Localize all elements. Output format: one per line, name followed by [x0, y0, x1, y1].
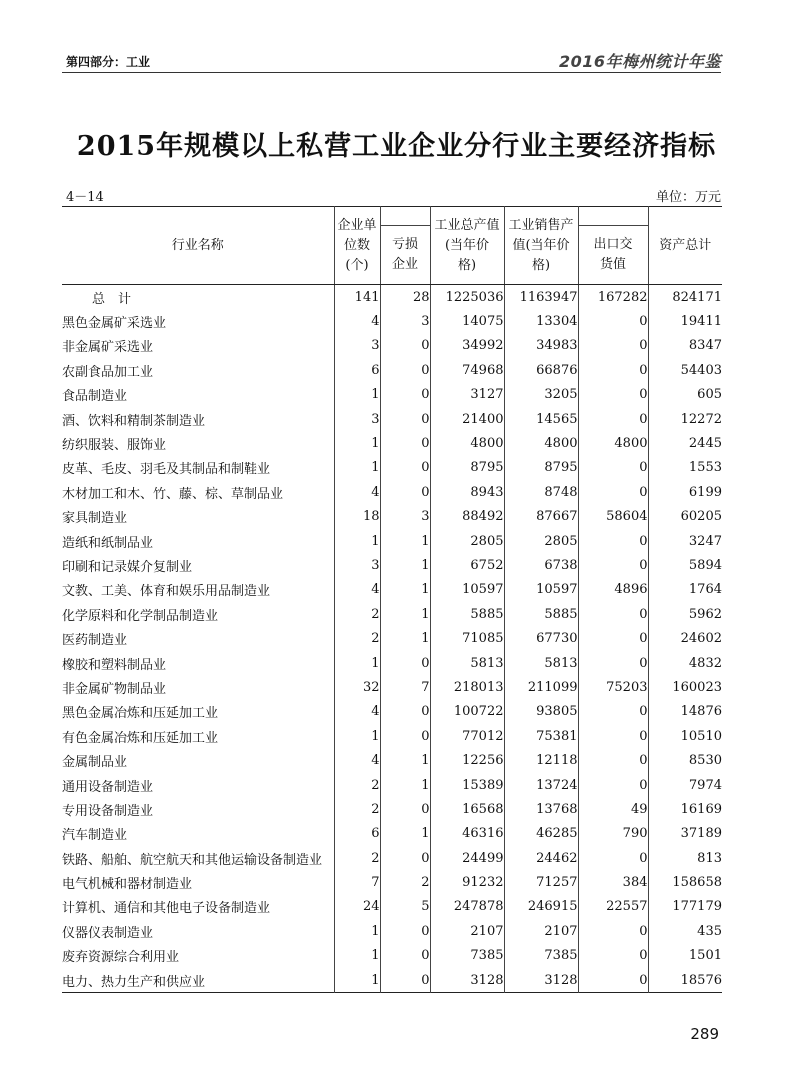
cell-assets: 813	[697, 850, 722, 866]
cell-assets: 1764	[688, 582, 722, 598]
cell-units: 2	[334, 626, 380, 650]
cell-output: 8795	[430, 456, 504, 480]
row-name: 酒、饮料和精制茶制造业	[62, 407, 334, 431]
page-title: 2015年规模以上私营工业企业分行业主要经济指标	[76, 131, 717, 162]
row-name: 文教、工美、体育和娱乐用品制造业	[62, 578, 334, 602]
cell-loss: 0	[380, 919, 430, 943]
cell-units: 32	[334, 675, 380, 699]
cell-units: 1	[334, 968, 380, 993]
header-rule	[62, 72, 721, 73]
cell-export: 0	[578, 919, 648, 943]
cell-units: 3	[334, 553, 380, 577]
cell-sales: 87667	[504, 505, 578, 529]
cell-sales: 7385	[504, 944, 578, 968]
cell-sales: 13304	[504, 309, 578, 333]
col-loss-header	[380, 226, 430, 285]
cell-loss: 3	[380, 505, 430, 529]
col-assets-header: 资产总计	[648, 207, 722, 285]
cell-units: 3	[334, 334, 380, 358]
cell-sales: 3205	[504, 383, 578, 407]
cell-units: 1	[334, 919, 380, 943]
row-name: 仪器仪表制造业	[62, 919, 334, 943]
cell-sales: 8748	[504, 480, 578, 504]
cell-output: 6752	[430, 553, 504, 577]
cell-export: 75203	[578, 675, 648, 699]
cell-sales: 1163947	[504, 285, 578, 310]
table-row	[62, 383, 722, 407]
cell-sales: 6738	[504, 553, 578, 577]
cell-units: 1	[334, 944, 380, 968]
cell-loss: 0	[380, 383, 430, 407]
cell-loss: 1	[380, 626, 430, 650]
row-name: 总 计	[62, 285, 334, 310]
cell-assets: 177179	[672, 899, 722, 915]
cell-output: 16568	[430, 797, 504, 821]
cell-sales: 10597	[504, 578, 578, 602]
cell-units: 3	[334, 407, 380, 431]
cell-units: 6	[334, 822, 380, 846]
cell-export: 790	[578, 822, 648, 846]
cell-units: 4	[334, 578, 380, 602]
table-row	[62, 285, 722, 310]
cell-output: 10597	[430, 578, 504, 602]
cell-output: 247878	[430, 895, 504, 919]
cell-units: 2	[334, 797, 380, 821]
cell-output: 3128	[430, 968, 504, 993]
cell-output: 34992	[430, 334, 504, 358]
row-name: 通用设备制造业	[62, 773, 334, 797]
cell-output: 7385	[430, 944, 504, 968]
cell-output: 21400	[430, 407, 504, 431]
cell-sales: 2107	[504, 919, 578, 943]
cell-assets: 10510	[680, 728, 722, 744]
cell-units: 1	[334, 456, 380, 480]
cell-output: 3127	[430, 383, 504, 407]
cell-export: 0	[578, 700, 648, 724]
col-export-top	[578, 207, 648, 226]
cell-sales: 3128	[504, 968, 578, 993]
cell-assets: 5962	[688, 606, 722, 622]
cell-output: 2805	[430, 529, 504, 553]
row-name: 黑色金属冶炼和压延加工业	[62, 700, 334, 724]
col-output-l1: 工业总产值	[434, 217, 500, 233]
cell-assets: 60205	[680, 509, 722, 525]
cell-output: 71085	[430, 626, 504, 650]
cell-export: 0	[578, 748, 648, 772]
row-name: 食品制造业	[62, 383, 334, 407]
cell-sales: 8795	[504, 456, 578, 480]
cell-output: 74968	[430, 358, 504, 382]
cell-sales: 2805	[504, 529, 578, 553]
cell-output: 14075	[430, 309, 504, 333]
row-name: 皮革、毛皮、羽毛及其制品和制鞋业	[62, 456, 334, 480]
cell-loss: 0	[380, 944, 430, 968]
cell-units: 6	[334, 358, 380, 382]
cell-sales: 75381	[504, 724, 578, 748]
cell-loss: 28	[380, 285, 430, 310]
table-row	[62, 480, 722, 504]
cell-sales: 4800	[504, 431, 578, 455]
cell-assets: 605	[697, 387, 722, 403]
cell-assets: 7974	[688, 777, 722, 793]
cell-output: 12256	[430, 748, 504, 772]
col-units-l1: 企业单	[337, 217, 377, 233]
cell-loss: 2	[380, 870, 430, 894]
table-row	[62, 407, 722, 431]
cell-assets: 6199	[688, 484, 722, 500]
row-name: 家具制造业	[62, 505, 334, 529]
data-table	[62, 206, 722, 993]
table-row	[62, 797, 722, 821]
cell-loss: 0	[380, 456, 430, 480]
cell-output: 218013	[430, 675, 504, 699]
cell-units: 7	[334, 870, 380, 894]
row-name: 计算机、通信和其他电子设备制造业	[62, 895, 334, 919]
cell-units: 1	[334, 724, 380, 748]
table-row	[62, 748, 722, 772]
cell-sales: 13768	[504, 797, 578, 821]
cell-sales: 5813	[504, 651, 578, 675]
cell-export: 384	[578, 870, 648, 894]
row-name: 非金属矿物制品业	[62, 675, 334, 699]
cell-assets: 19411	[680, 314, 722, 330]
cell-export: 0	[578, 626, 648, 650]
cell-export: 0	[578, 334, 648, 358]
cell-assets: 18576	[680, 972, 722, 988]
row-name: 医药制造业	[62, 626, 334, 650]
table-row	[62, 675, 722, 699]
table-row	[62, 895, 722, 919]
table-code: 4－14	[66, 190, 104, 205]
row-name: 印刷和记录媒介复制业	[62, 553, 334, 577]
cell-sales: 246915	[504, 895, 578, 919]
cell-output: 24499	[430, 846, 504, 870]
row-name: 铁路、船舶、航空航天和其他运输设备制造业	[62, 846, 334, 870]
cell-loss: 0	[380, 797, 430, 821]
cell-assets: 160023	[672, 679, 722, 695]
cell-sales: 34983	[504, 334, 578, 358]
row-name: 化学原料和化学制品制造业	[62, 602, 334, 626]
table-row	[62, 309, 722, 333]
book-title: 2016年梅州统计年鉴	[558, 52, 721, 71]
cell-loss: 1	[380, 553, 430, 577]
cell-loss: 0	[380, 968, 430, 993]
cell-export: 0	[578, 846, 648, 870]
cell-loss: 0	[380, 724, 430, 748]
cell-assets: 5894	[688, 557, 722, 573]
cell-export: 0	[578, 553, 648, 577]
cell-loss: 1	[380, 529, 430, 553]
col-output-l3: 格)	[457, 257, 477, 273]
table-row	[62, 578, 722, 602]
cell-units: 2	[334, 602, 380, 626]
cell-units: 4	[334, 480, 380, 504]
cell-loss: 0	[380, 700, 430, 724]
cell-sales: 12118	[504, 748, 578, 772]
cell-assets: 3247	[688, 533, 722, 549]
cell-assets: 37189	[680, 826, 722, 842]
cell-export: 58604	[578, 505, 648, 529]
cell-export: 4896	[578, 578, 648, 602]
cell-export: 4800	[578, 431, 648, 455]
cell-export: 0	[578, 529, 648, 553]
col-units-header	[334, 207, 380, 285]
table-row	[62, 529, 722, 553]
cell-loss: 1	[380, 748, 430, 772]
row-name: 汽车制造业	[62, 822, 334, 846]
cell-sales: 66876	[504, 358, 578, 382]
table-row	[62, 553, 722, 577]
cell-export: 0	[578, 456, 648, 480]
col-output-l2: (当年价	[444, 237, 490, 253]
table-row	[62, 651, 722, 675]
cell-output: 8943	[430, 480, 504, 504]
cell-export: 0	[578, 309, 648, 333]
cell-loss: 0	[380, 651, 430, 675]
row-name: 有色金属冶炼和压延加工业	[62, 724, 334, 748]
cell-sales: 46285	[504, 822, 578, 846]
cell-assets: 158658	[672, 875, 722, 891]
row-name: 非金属矿采选业	[62, 334, 334, 358]
cell-loss: 0	[380, 480, 430, 504]
cell-export: 22557	[578, 895, 648, 919]
cell-loss: 5	[380, 895, 430, 919]
col-export-l2: 货值	[599, 257, 626, 272]
col-units-l3: (个)	[345, 257, 369, 273]
col-loss-top	[380, 207, 430, 226]
cell-export: 0	[578, 651, 648, 675]
cell-assets: 12272	[680, 411, 722, 427]
cell-sales: 5885	[504, 602, 578, 626]
cell-output: 77012	[430, 724, 504, 748]
table-row	[62, 602, 722, 626]
cell-assets: 2445	[688, 436, 722, 452]
cell-units: 2	[334, 773, 380, 797]
cell-units: 24	[334, 895, 380, 919]
cell-export: 0	[578, 480, 648, 504]
cell-loss: 1	[380, 602, 430, 626]
cell-loss: 7	[380, 675, 430, 699]
cell-assets: 824171	[672, 289, 722, 305]
cell-units: 141	[334, 285, 380, 310]
cell-loss: 0	[380, 407, 430, 431]
cell-export: 0	[578, 968, 648, 993]
cell-output: 100722	[430, 700, 504, 724]
cell-output: 5813	[430, 651, 504, 675]
col-loss-l2: 企业	[391, 257, 418, 272]
cell-loss: 0	[380, 358, 430, 382]
table-row	[62, 431, 722, 455]
cell-units: 1	[334, 383, 380, 407]
table-row	[62, 334, 722, 358]
cell-assets: 1553	[688, 460, 722, 476]
col-export-l1: 出口交	[593, 237, 633, 252]
table-row	[62, 505, 722, 529]
table-row	[62, 456, 722, 480]
cell-sales: 71257	[504, 870, 578, 894]
cell-sales: 13724	[504, 773, 578, 797]
cell-output: 2107	[430, 919, 504, 943]
cell-assets: 4832	[688, 655, 722, 671]
cell-export: 0	[578, 944, 648, 968]
cell-units: 1	[334, 431, 380, 455]
col-name-header: 行业名称	[62, 207, 334, 285]
cell-loss: 3	[380, 309, 430, 333]
cell-loss: 1	[380, 578, 430, 602]
page-number: 289	[690, 1025, 719, 1043]
col-loss-l1: 亏损	[391, 237, 418, 252]
cell-export: 0	[578, 358, 648, 382]
cell-export: 0	[578, 773, 648, 797]
cell-units: 4	[334, 748, 380, 772]
table-row	[62, 773, 722, 797]
col-units-l2: 位数	[343, 237, 370, 253]
cell-assets: 24602	[680, 631, 722, 647]
cell-assets: 1501	[688, 948, 722, 964]
unit-label: 单位：万元	[655, 190, 721, 205]
cell-sales: 93805	[504, 700, 578, 724]
row-name: 木材加工和木、竹、藤、棕、草制品业	[62, 480, 334, 504]
cell-assets: 54403	[680, 362, 722, 378]
cell-loss: 0	[380, 846, 430, 870]
row-name: 橡胶和塑料制品业	[62, 651, 334, 675]
row-name: 纺织服装、服饰业	[62, 431, 334, 455]
cell-loss: 0	[380, 334, 430, 358]
col-export-header	[578, 226, 648, 285]
cell-export: 0	[578, 724, 648, 748]
row-name: 农副食品加工业	[62, 358, 334, 382]
cell-output: 1225036	[430, 285, 504, 310]
table-row	[62, 700, 722, 724]
cell-output: 46316	[430, 822, 504, 846]
cell-loss: 1	[380, 773, 430, 797]
row-name: 黑色金属矿采选业	[62, 309, 334, 333]
col-sales-l1: 工业销售产	[508, 217, 574, 233]
cell-loss: 1	[380, 822, 430, 846]
table-row	[62, 870, 722, 894]
row-name: 专用设备制造业	[62, 797, 334, 821]
cell-assets: 16169	[680, 801, 722, 817]
cell-output: 15389	[430, 773, 504, 797]
row-name: 废弃资源综合利用业	[62, 944, 334, 968]
cell-units: 4	[334, 309, 380, 333]
cell-export: 0	[578, 602, 648, 626]
cell-output: 5885	[430, 602, 504, 626]
row-name: 造纸和纸制品业	[62, 529, 334, 553]
table-row	[62, 968, 722, 993]
col-sales-header	[504, 207, 578, 285]
table-row	[62, 919, 722, 943]
cell-sales: 211099	[504, 675, 578, 699]
cell-units: 1	[334, 651, 380, 675]
table-row	[62, 358, 722, 382]
row-name: 电气机械和器材制造业	[62, 870, 334, 894]
cell-export: 0	[578, 407, 648, 431]
table-row	[62, 822, 722, 846]
cell-export: 167282	[578, 285, 648, 310]
cell-assets: 14876	[680, 704, 722, 720]
cell-units: 2	[334, 846, 380, 870]
cell-output: 4800	[430, 431, 504, 455]
row-name: 电力、热力生产和供应业	[62, 968, 334, 993]
table-row	[62, 846, 722, 870]
table-body	[62, 285, 722, 993]
col-sales-l2: 值(当年价	[512, 237, 570, 253]
table-row	[62, 944, 722, 968]
cell-assets: 8530	[688, 753, 722, 769]
col-sales-l3: 格)	[531, 257, 551, 273]
cell-assets: 435	[697, 923, 722, 939]
cell-sales: 14565	[504, 407, 578, 431]
row-name: 金属制品业	[62, 748, 334, 772]
cell-export: 0	[578, 383, 648, 407]
cell-loss: 0	[380, 431, 430, 455]
cell-output: 91232	[430, 870, 504, 894]
cell-units: 4	[334, 700, 380, 724]
cell-units: 1	[334, 529, 380, 553]
cell-units: 18	[334, 505, 380, 529]
table-row	[62, 724, 722, 748]
col-output-header	[430, 207, 504, 285]
cell-export: 49	[578, 797, 648, 821]
cell-assets: 8347	[688, 338, 722, 354]
cell-output: 88492	[430, 505, 504, 529]
table-row	[62, 626, 722, 650]
section-label: 第四部分：工业	[66, 55, 151, 69]
cell-sales: 67730	[504, 626, 578, 650]
cell-sales: 24462	[504, 846, 578, 870]
